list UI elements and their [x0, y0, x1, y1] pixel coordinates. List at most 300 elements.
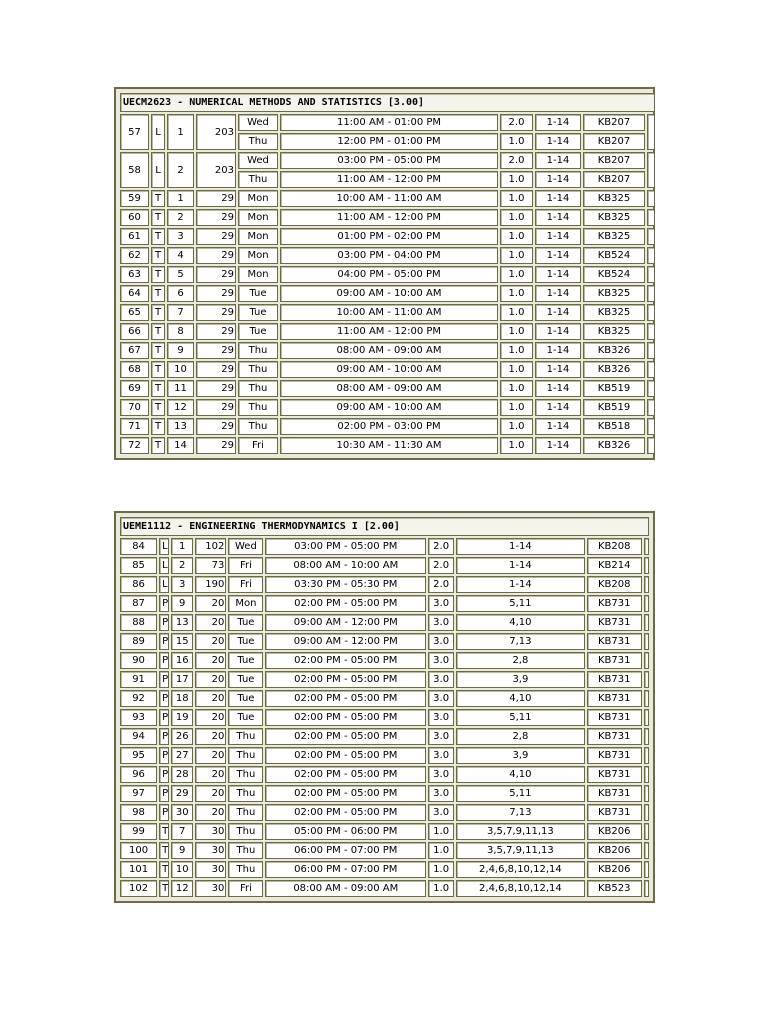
- class-type: T: [151, 361, 165, 378]
- table-row: [120, 842, 649, 859]
- day: Wed: [238, 152, 278, 169]
- time: 02:00 PM - 05:00 PM: [265, 804, 426, 821]
- weeks: 4,10: [456, 614, 584, 631]
- row-end-cell: [647, 342, 655, 359]
- group-number: 12: [171, 880, 193, 897]
- class-type: T: [159, 861, 169, 878]
- row-end-cell: [644, 880, 649, 897]
- table-row: [120, 671, 649, 688]
- weeks: 1-14: [535, 171, 581, 188]
- capacity: 73: [195, 557, 226, 574]
- day: Tue: [228, 709, 263, 726]
- class-number: 88: [120, 614, 157, 631]
- weeks: 1-14: [535, 228, 581, 245]
- capacity: 20: [195, 728, 226, 745]
- hours: 3.0: [428, 766, 454, 783]
- class-type: T: [151, 399, 165, 416]
- class-type: T: [159, 842, 169, 859]
- row-end-cell: [647, 399, 655, 416]
- room: KB207: [583, 133, 645, 150]
- room: KB523: [587, 880, 642, 897]
- capacity: 20: [195, 766, 226, 783]
- capacity: 29: [196, 190, 236, 207]
- table-row: [120, 576, 649, 593]
- row-end-cell: [644, 557, 649, 574]
- hours: 3.0: [428, 728, 454, 745]
- time: 01:00 PM - 02:00 PM: [280, 228, 498, 245]
- row-end-cell: [647, 323, 655, 340]
- day: Thu: [228, 766, 263, 783]
- capacity: 30: [195, 842, 226, 859]
- day: Tue: [238, 304, 278, 321]
- day: Mon: [238, 209, 278, 226]
- row-end-cell: [644, 823, 649, 840]
- group-number: 10: [171, 861, 193, 878]
- group-number: 8: [167, 323, 194, 340]
- capacity: 20: [195, 595, 226, 612]
- hours: 2.0: [500, 152, 533, 169]
- group-number: 14: [167, 437, 194, 454]
- group-number: 9: [167, 342, 194, 359]
- hours: 1.0: [500, 380, 533, 397]
- room: KB208: [587, 576, 642, 593]
- class-type: P: [159, 671, 169, 688]
- group-number: 13: [171, 614, 193, 631]
- class-type: T: [151, 437, 165, 454]
- class-number: 98: [120, 804, 157, 821]
- time: 02:00 PM - 05:00 PM: [265, 652, 426, 669]
- weeks: 1-14: [535, 285, 581, 302]
- room: KB731: [587, 747, 642, 764]
- class-number: 61: [120, 228, 149, 245]
- class-type: L: [151, 114, 165, 150]
- class-type: P: [159, 747, 169, 764]
- time: 04:00 PM - 05:00 PM: [280, 266, 498, 283]
- row-end-cell: [647, 190, 655, 207]
- capacity: 29: [196, 399, 236, 416]
- row-end-cell: [644, 576, 649, 593]
- table-row: [120, 285, 655, 302]
- row-end-cell: [644, 652, 649, 669]
- time: 02:00 PM - 05:00 PM: [265, 747, 426, 764]
- class-type: P: [159, 804, 169, 821]
- class-number: 99: [120, 823, 157, 840]
- class-type: P: [159, 690, 169, 707]
- room: KB207: [583, 114, 645, 131]
- table-row: [120, 690, 649, 707]
- hours: 1.0: [428, 880, 454, 897]
- day: Thu: [238, 133, 278, 150]
- class-type: T: [151, 323, 165, 340]
- capacity: 29: [196, 342, 236, 359]
- class-type: T: [151, 228, 165, 245]
- course-title: UECM2623 - NUMERICAL METHODS AND STATISTICS [3.00]: [120, 93, 655, 112]
- row-end-cell: [647, 380, 655, 397]
- day: Tue: [228, 614, 263, 631]
- room: KB519: [583, 399, 645, 416]
- class-type: P: [159, 614, 169, 631]
- group-number: 4: [167, 247, 194, 264]
- class-number: 92: [120, 690, 157, 707]
- weeks: 5,11: [456, 785, 584, 802]
- row-end-cell: [644, 747, 649, 764]
- hours: 1.0: [500, 399, 533, 416]
- hours: 2.0: [428, 576, 454, 593]
- room: KB326: [583, 361, 645, 378]
- row-end-cell: [644, 614, 649, 631]
- table-row: [120, 247, 655, 264]
- day: Tue: [228, 671, 263, 688]
- room: KB206: [587, 861, 642, 878]
- table-row: [120, 880, 649, 897]
- table-row: [120, 823, 649, 840]
- time: 11:00 AM - 12:00 PM: [280, 323, 498, 340]
- day: Thu: [238, 380, 278, 397]
- table-row: [120, 114, 655, 131]
- class-number: 101: [120, 861, 157, 878]
- hours: 1.0: [428, 823, 454, 840]
- group-number: 9: [171, 842, 193, 859]
- row-end-cell: [647, 285, 655, 302]
- capacity: 29: [196, 304, 236, 321]
- room: KB731: [587, 652, 642, 669]
- capacity: 30: [195, 880, 226, 897]
- table-row: [120, 652, 649, 669]
- room: KB731: [587, 671, 642, 688]
- row-end-cell: [644, 766, 649, 783]
- class-type: T: [151, 285, 165, 302]
- day: Thu: [228, 785, 263, 802]
- class-number: 90: [120, 652, 157, 669]
- room: KB731: [587, 728, 642, 745]
- hours: 1.0: [428, 842, 454, 859]
- room: KB731: [587, 614, 642, 631]
- hours: 1.0: [500, 133, 533, 150]
- group-number: 26: [171, 728, 193, 745]
- day: Tue: [228, 652, 263, 669]
- time: 10:00 AM - 11:00 AM: [280, 304, 498, 321]
- row-end-cell: [644, 633, 649, 650]
- row-end-cell: [644, 804, 649, 821]
- time: 09:00 AM - 10:00 AM: [280, 399, 498, 416]
- time: 11:00 AM - 12:00 PM: [280, 171, 498, 188]
- room: KB206: [587, 842, 642, 859]
- capacity: 29: [196, 228, 236, 245]
- weeks: 3,5,7,9,11,13: [456, 823, 584, 840]
- day: Fri: [228, 557, 263, 574]
- time: 03:00 PM - 05:00 PM: [265, 538, 426, 555]
- day: Fri: [238, 437, 278, 454]
- class-number: 58: [120, 152, 149, 188]
- table-row: [120, 152, 655, 169]
- class-type: P: [159, 709, 169, 726]
- class-number: 60: [120, 209, 149, 226]
- class-type: L: [151, 152, 165, 188]
- room: KB207: [583, 171, 645, 188]
- room: KB731: [587, 595, 642, 612]
- class-number: 59: [120, 190, 149, 207]
- class-number: 96: [120, 766, 157, 783]
- row-end-cell: [647, 247, 655, 264]
- class-type: T: [159, 823, 169, 840]
- group-number: 28: [171, 766, 193, 783]
- table-row: [120, 399, 655, 416]
- hours: 1.0: [500, 171, 533, 188]
- capacity: 20: [195, 709, 226, 726]
- hours: 2.0: [428, 557, 454, 574]
- row-end-cell: [647, 437, 655, 454]
- table-row: [120, 728, 649, 745]
- room: KB325: [583, 190, 645, 207]
- time: 03:30 PM - 05:30 PM: [265, 576, 426, 593]
- row-end-cell: [647, 418, 655, 435]
- room: KB214: [587, 557, 642, 574]
- class-type: L: [159, 538, 169, 555]
- table-row: [120, 633, 649, 650]
- table-row: [120, 804, 649, 821]
- capacity: 29: [196, 361, 236, 378]
- day: Tue: [228, 633, 263, 650]
- hours: 2.0: [428, 538, 454, 555]
- time: 02:00 PM - 05:00 PM: [265, 690, 426, 707]
- group-number: 1: [171, 538, 193, 555]
- table-row: [120, 266, 655, 283]
- weeks: 5,11: [456, 709, 584, 726]
- table-row: [120, 361, 655, 378]
- time: 06:00 PM - 07:00 PM: [265, 861, 426, 878]
- class-number: 95: [120, 747, 157, 764]
- weeks: 1-14: [535, 247, 581, 264]
- weeks: 1-14: [456, 576, 584, 593]
- hours: 1.0: [500, 342, 533, 359]
- room: KB731: [587, 785, 642, 802]
- class-number: 63: [120, 266, 149, 283]
- row-end-cell: [644, 728, 649, 745]
- time: 08:00 AM - 10:00 AM: [265, 557, 426, 574]
- class-number: 68: [120, 361, 149, 378]
- table-row: [120, 228, 655, 245]
- time: 02:00 PM - 05:00 PM: [265, 728, 426, 745]
- group-number: 1: [167, 114, 194, 150]
- time: 02:00 PM - 05:00 PM: [265, 671, 426, 688]
- capacity: 20: [195, 671, 226, 688]
- time: 10:00 AM - 11:00 AM: [280, 190, 498, 207]
- weeks: 3,9: [456, 671, 584, 688]
- row-end-cell: [644, 785, 649, 802]
- table-row: [120, 861, 649, 878]
- time: 02:00 PM - 05:00 PM: [265, 785, 426, 802]
- capacity: 190: [195, 576, 226, 593]
- class-number: 91: [120, 671, 157, 688]
- time: 09:00 AM - 10:00 AM: [280, 285, 498, 302]
- table-row: [120, 437, 655, 454]
- class-type: L: [159, 576, 169, 593]
- capacity: 29: [196, 437, 236, 454]
- class-number: 89: [120, 633, 157, 650]
- group-number: 9: [171, 595, 193, 612]
- day: Tue: [228, 690, 263, 707]
- weeks: 2,8: [456, 728, 584, 745]
- class-number: 93: [120, 709, 157, 726]
- group-number: 11: [167, 380, 194, 397]
- table-row: [120, 209, 655, 226]
- class-type: P: [159, 766, 169, 783]
- class-type: T: [151, 266, 165, 283]
- table-row: [120, 538, 649, 555]
- group-number: 10: [167, 361, 194, 378]
- capacity: 20: [195, 652, 226, 669]
- room: KB326: [583, 342, 645, 359]
- capacity: 203: [196, 114, 236, 150]
- day: Thu: [228, 728, 263, 745]
- weeks: 1-14: [535, 361, 581, 378]
- class-type: T: [151, 247, 165, 264]
- class-number: 64: [120, 285, 149, 302]
- group-number: 6: [167, 285, 194, 302]
- hours: 1.0: [500, 304, 533, 321]
- day: Thu: [228, 861, 263, 878]
- time: 02:00 PM - 05:00 PM: [265, 595, 426, 612]
- class-type: P: [159, 595, 169, 612]
- hours: 3.0: [428, 804, 454, 821]
- room: KB731: [587, 709, 642, 726]
- hours: 1.0: [500, 228, 533, 245]
- group-number: 7: [167, 304, 194, 321]
- day: Thu: [228, 747, 263, 764]
- class-type: P: [159, 652, 169, 669]
- day: Mon: [238, 228, 278, 245]
- day: Thu: [238, 342, 278, 359]
- group-number: 3: [171, 576, 193, 593]
- group-number: 2: [167, 209, 194, 226]
- class-type: L: [159, 557, 169, 574]
- row-end-cell: [647, 304, 655, 321]
- hours: 1.0: [428, 861, 454, 878]
- group-number: 2: [167, 152, 194, 188]
- row-end-cell: [647, 361, 655, 378]
- capacity: 29: [196, 380, 236, 397]
- capacity: 20: [195, 633, 226, 650]
- row-end-cell: [647, 209, 655, 226]
- hours: 1.0: [500, 418, 533, 435]
- group-number: 13: [167, 418, 194, 435]
- capacity: 29: [196, 209, 236, 226]
- hours: 3.0: [428, 747, 454, 764]
- day: Wed: [238, 114, 278, 131]
- class-number: 72: [120, 437, 149, 454]
- table-row: [120, 304, 655, 321]
- class-number: 66: [120, 323, 149, 340]
- room: KB325: [583, 304, 645, 321]
- time: 02:00 PM - 05:00 PM: [265, 709, 426, 726]
- weeks: 1-14: [535, 304, 581, 321]
- day: Thu: [238, 361, 278, 378]
- course-schedule-table: [118, 91, 657, 456]
- group-number: 2: [171, 557, 193, 574]
- room: KB325: [583, 228, 645, 245]
- class-type: P: [159, 728, 169, 745]
- class-number: 102: [120, 880, 157, 897]
- capacity: 29: [196, 418, 236, 435]
- weeks: 4,10: [456, 690, 584, 707]
- hours: 2.0: [500, 114, 533, 131]
- hours: 1.0: [500, 323, 533, 340]
- time: 02:00 PM - 05:00 PM: [265, 766, 426, 783]
- capacity: 102: [195, 538, 226, 555]
- weeks: 5,11: [456, 595, 584, 612]
- class-type: T: [151, 342, 165, 359]
- time: 12:00 PM - 01:00 PM: [280, 133, 498, 150]
- hours: 3.0: [428, 633, 454, 650]
- hours: 1.0: [500, 247, 533, 264]
- day: Tue: [238, 323, 278, 340]
- row-end-cell: [647, 266, 655, 283]
- room: KB207: [583, 152, 645, 169]
- group-number: 15: [171, 633, 193, 650]
- room: KB206: [587, 823, 642, 840]
- room: KB731: [587, 690, 642, 707]
- hours: 1.0: [500, 285, 533, 302]
- class-number: 62: [120, 247, 149, 264]
- weeks: 4,10: [456, 766, 584, 783]
- course-title: UEME1112 - ENGINEERING THERMODYNAMICS I [2.00]: [120, 517, 649, 536]
- capacity: 29: [196, 323, 236, 340]
- time: 11:00 AM - 01:00 PM: [280, 114, 498, 131]
- row-end-cell: [644, 671, 649, 688]
- day: Thu: [238, 399, 278, 416]
- group-number: 18: [171, 690, 193, 707]
- table-row: [120, 766, 649, 783]
- time: 08:00 AM - 09:00 AM: [265, 880, 426, 897]
- class-type: P: [159, 633, 169, 650]
- group-number: 12: [167, 399, 194, 416]
- room: KB731: [587, 766, 642, 783]
- row-end-cell: [644, 842, 649, 859]
- weeks: 2,4,6,8,10,12,14: [456, 861, 584, 878]
- room: KB325: [583, 285, 645, 302]
- course-schedule-table: [118, 515, 651, 899]
- class-type: T: [151, 418, 165, 435]
- weeks: 7,13: [456, 633, 584, 650]
- room: KB731: [587, 633, 642, 650]
- class-number: 65: [120, 304, 149, 321]
- capacity: 29: [196, 285, 236, 302]
- class-type: T: [151, 190, 165, 207]
- group-number: 16: [171, 652, 193, 669]
- hours: 1.0: [500, 437, 533, 454]
- capacity: 29: [196, 266, 236, 283]
- class-type: T: [151, 304, 165, 321]
- weeks: 1-14: [535, 114, 581, 131]
- room: KB325: [583, 209, 645, 226]
- day: Thu: [228, 823, 263, 840]
- day: Thu: [228, 842, 263, 859]
- weeks: 1-14: [535, 266, 581, 283]
- day: Tue: [238, 285, 278, 302]
- row-end-cell: [647, 114, 655, 150]
- weeks: 1-14: [535, 152, 581, 169]
- hours: 1.0: [500, 266, 533, 283]
- class-number: 94: [120, 728, 157, 745]
- table-row: [120, 380, 655, 397]
- hours: 3.0: [428, 614, 454, 631]
- class-type: T: [151, 209, 165, 226]
- capacity: 30: [195, 861, 226, 878]
- table-row: [120, 190, 655, 207]
- weeks: 2,4,6,8,10,12,14: [456, 880, 584, 897]
- room: KB518: [583, 418, 645, 435]
- weeks: 1-14: [456, 538, 584, 555]
